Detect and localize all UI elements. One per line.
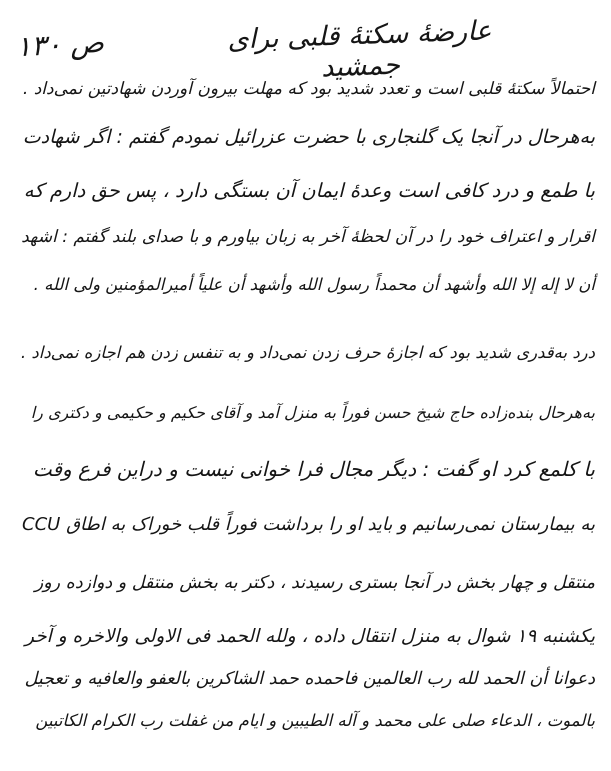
text-line-10: منتقل و چهار بخش در آنجا بستری رسیدند ، دکتر به بخش منتقل و دوازده روز	[34, 573, 595, 593]
page-title: عارضهٔ سکتهٔ قلبی برای جمشید	[226, 15, 493, 84]
text-line-8: با کلمع کرد او گفت : دیگر مجال فرا خوانی نیست و دراین فرع وقت	[32, 457, 595, 481]
text-line-6: درد به‌قدری شدید بود که اجازهٔ حرف زدن نمی‌داد و به تنفس زدن هم اجازه نمی‌داد .	[20, 343, 595, 362]
page-number: ص ۱۳۰	[15, 25, 105, 64]
text-line-7: به‌هرحال بنده‌زاده حاج شیخ حسن فوراً به منزل آمد و آقای حکیم و حکیمی و دکتری را	[30, 403, 595, 422]
text-line-3: با طمع و درد کافی است وعدهٔ ایمان آن بستگی دارد ، پس حق دارم که	[23, 179, 595, 202]
text-line-5: أن لا إله إلا الله وأشهد أن محمداً رسول الله وأشهد أن علیاً أمیرالمؤمنین ولی الله .	[33, 275, 595, 294]
text-line-9: به بیمارستان نمی‌رسانیم و باید او را برداشت فوراً قلب خوراک به اطاق CCU	[22, 514, 595, 535]
page-header	[0, 14, 611, 84]
text-line-11: یکشنبه ۱۹ شوال به منزل انتقال داده ، ولله الحمد فی الاولی والاخره و آخر	[25, 626, 595, 647]
text-line-13: بالموت ، الدعاء صلی علی محمد و آله الطیبین و ایام من غفلت رب الکرام الکاتبین	[35, 711, 595, 730]
text-line-4: اقرار و اعتراف خود را در آن لحظهٔ آخر به زبان بیاورم و با صدای بلند گفتم : اشهد	[21, 227, 595, 247]
text-line-12: دعوانا أن الحمد لله رب العالمین فاحمده حمد الشاکرین بالعفو والعافیه و تعجیل	[24, 669, 595, 689]
text-line-2: به‌هرحال در آنجا یک گلنجاری با حضرت عزرائیل نمودم گفتم : اگر شهادت	[22, 126, 595, 148]
text-line-1: احتمالاً سکتهٔ قلبی است و تعدد شدید بود که مهلت بیرون آوردن شهادتین نمی‌داد .	[22, 79, 595, 99]
